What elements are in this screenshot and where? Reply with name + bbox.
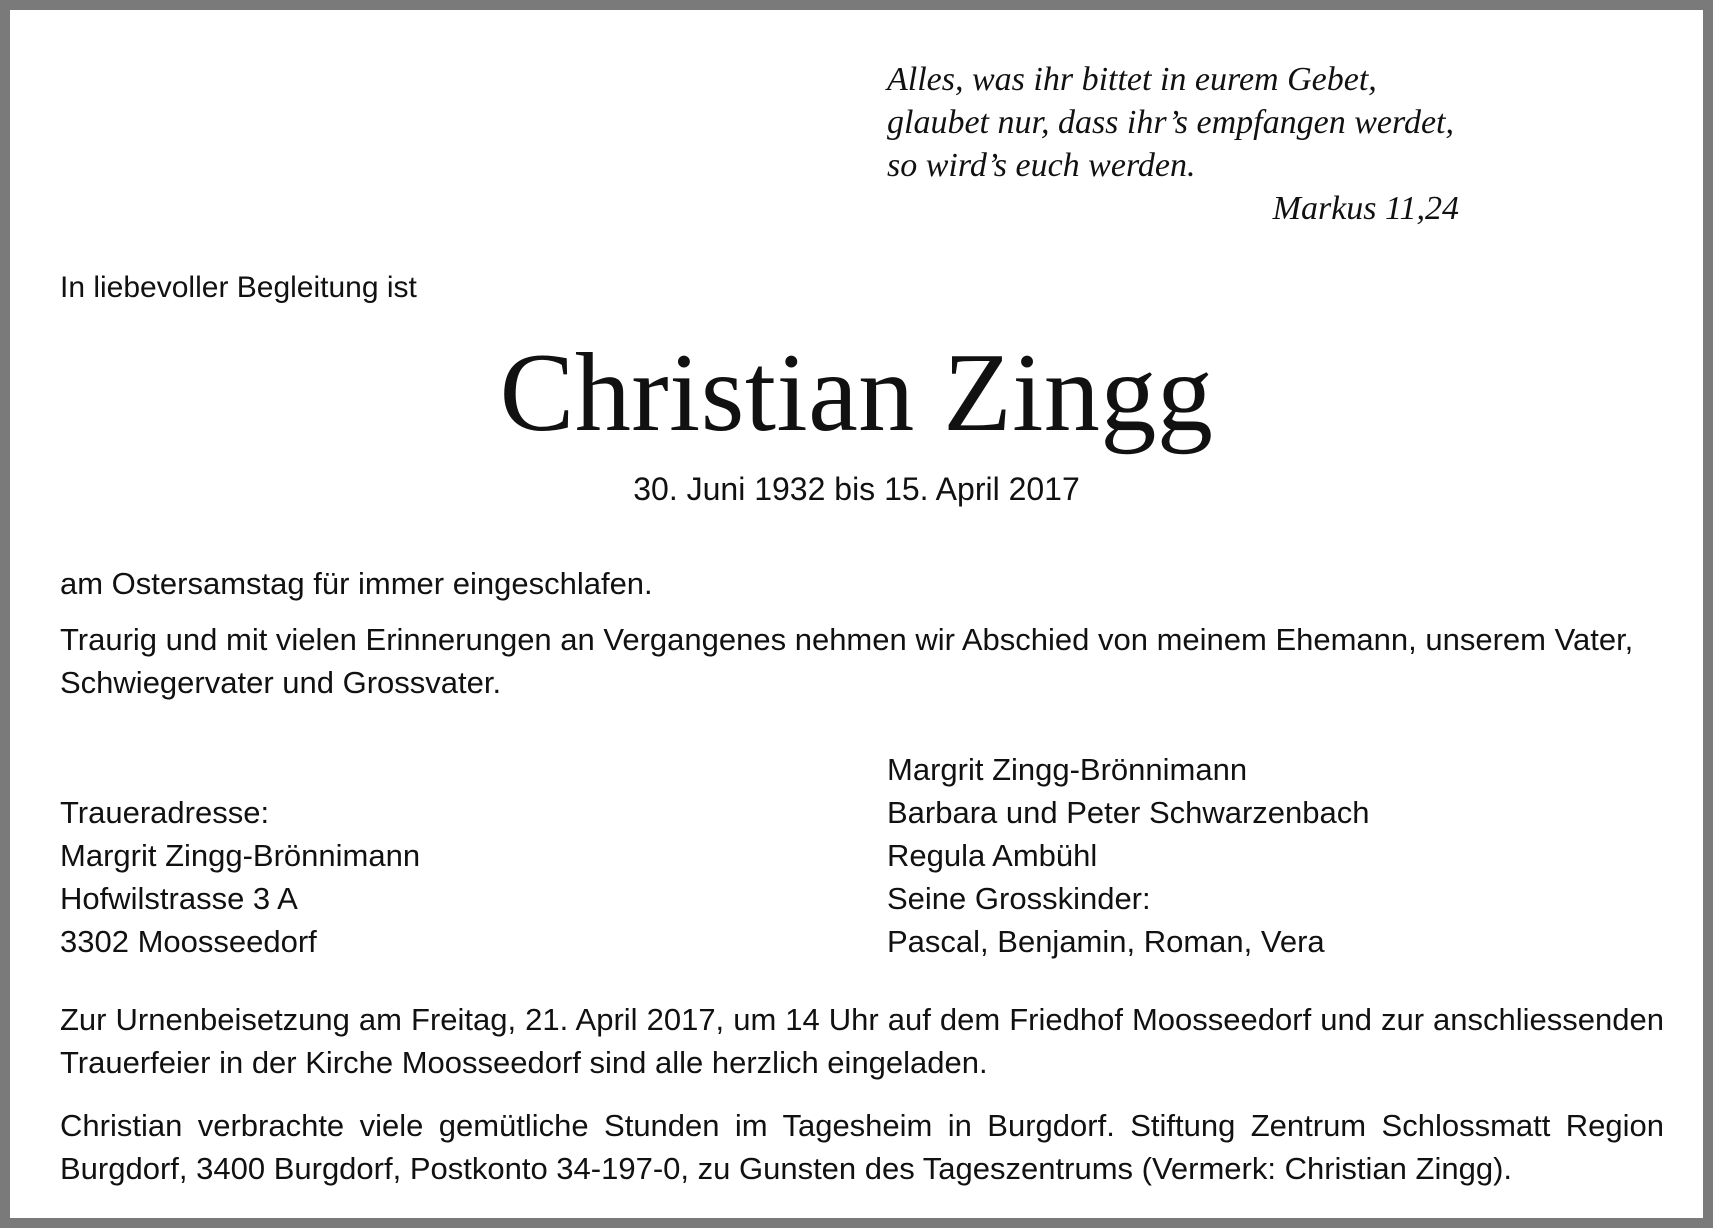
address-name: Margrit Zingg-Brönnimann — [60, 838, 421, 873]
address-label: Traueradresse: — [60, 795, 270, 830]
life-dates: 30. Juni 1932 bis 15. April 2017 — [633, 471, 1080, 507]
mourner-line: Seine Grosskinder: — [887, 881, 1151, 916]
funeral-paragraph: Zur Urnenbeisetzung am Freitag, 21. April 2017, um 14 Uhr auf dem Friedhof Moosseedorf und zur anschliessenden Trauerfeier in der Kirche Moosseedorf sind alle herzlich eingeladen. — [60, 1002, 1664, 1080]
address-street: Hofwilstrasse 3 A — [60, 881, 298, 916]
verse-line: glaubet nur, dass ihr’s empfangen werdet, — [887, 104, 1454, 141]
bible-verse — [887, 58, 1467, 230]
verse-reference: Markus 11,24 — [1272, 190, 1459, 227]
verse-line: Alles, was ihr bittet in eurem Gebet, — [887, 61, 1377, 98]
address-city: 3302 Moosseedorf — [60, 924, 317, 959]
deceased-name: Christian Zingg — [499, 331, 1214, 455]
mourners-list — [887, 748, 1370, 963]
mourner-line: Pascal, Benjamin, Roman, Vera — [887, 924, 1325, 959]
mourner-line: Barbara und Peter Schwarzenbach — [887, 795, 1370, 830]
donation-paragraph: Christian verbrachte viele gemütliche Stunden im Tagesheim in Burgdorf. Stiftung Zentrum Schlossmatt Region Burgdorf, 3400 Burgdorf, Postkonto 34-197-0, zu Gunsten des Tageszentrums (Vermerk: Christian Zingg). — [60, 1108, 1664, 1186]
passing-statement: am Ostersamstag für immer eingeschlafen. — [60, 566, 653, 601]
mourner-line: Margrit Zingg-Brönnimann — [887, 752, 1248, 787]
farewell-paragraph: Traurig und mit vielen Erinnerungen an Vergangenes nehmen wir Abschied von meinem Ehemann, unserem Vater, Schwiegervater und Grossvater. — [60, 622, 1634, 700]
mourner-line: Regula Ambühl — [887, 838, 1098, 873]
mourning-address — [60, 791, 420, 963]
verse-line: so wird’s euch werden. — [887, 147, 1196, 184]
obituary-notice — [10, 10, 1703, 1218]
intro-text: In liebevoller Begleitung ist — [60, 271, 417, 304]
